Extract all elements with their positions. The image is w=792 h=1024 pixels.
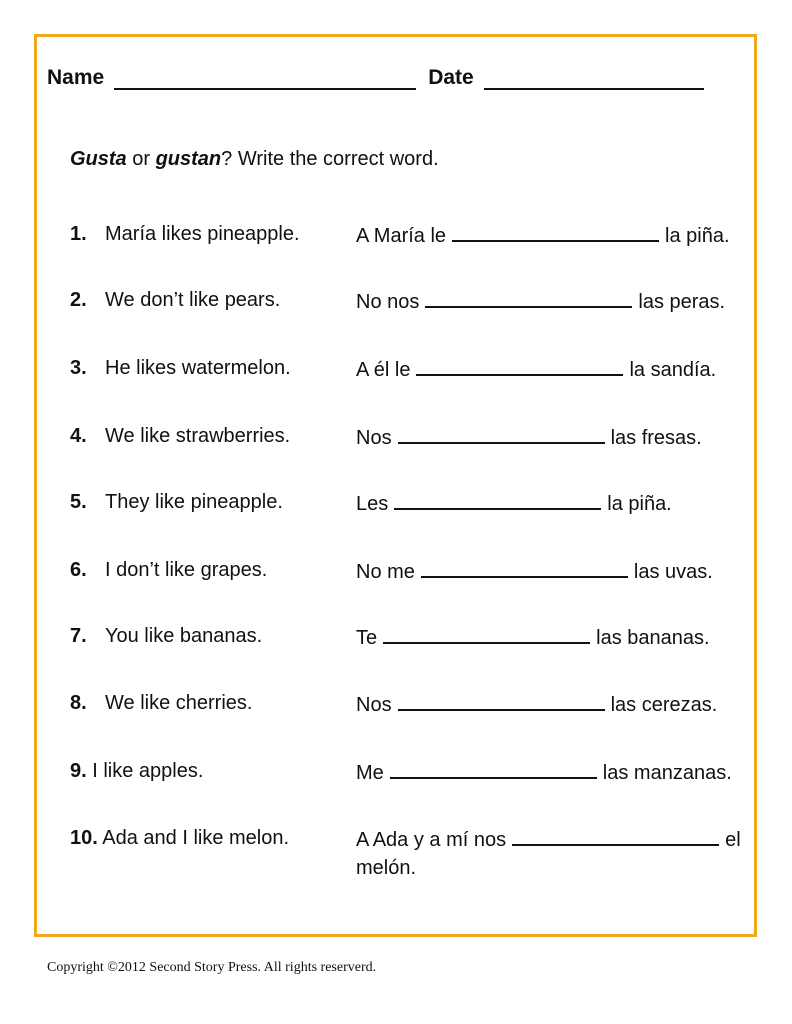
sentence-end: la piña. xyxy=(665,225,730,247)
item-number: 10. xyxy=(70,827,98,849)
exercise-item-2 xyxy=(70,286,750,314)
name-label: Name xyxy=(47,66,105,89)
item-number: 7. xyxy=(70,625,87,647)
exercise-item-9 xyxy=(70,757,750,785)
english-sentence: Ada and I like melon. xyxy=(102,827,290,849)
exercise-item-5 xyxy=(70,488,750,516)
spanish-sentence xyxy=(356,622,710,652)
instruction-word-gustan: gustan xyxy=(155,148,222,170)
sentence-end: la sandía. xyxy=(629,359,717,381)
spanish-sentence xyxy=(356,824,746,882)
sentence-start: A él le xyxy=(356,359,411,381)
exercise-item-6 xyxy=(70,556,750,584)
exercise-item-4 xyxy=(70,422,750,450)
english-sentence: We like strawberries. xyxy=(105,425,291,447)
spanish-sentence xyxy=(356,220,730,250)
sentence-end: las manzanas. xyxy=(602,762,732,784)
item-number: 8. xyxy=(70,692,87,714)
answer-blank[interactable] xyxy=(390,757,597,779)
english-sentence: We like cherries. xyxy=(105,692,253,714)
sentence-end: las bananas. xyxy=(596,627,710,649)
date-blank[interactable] xyxy=(484,68,704,90)
sentence-end: las cerezas. xyxy=(610,694,718,716)
sentence-start: No nos xyxy=(356,291,420,313)
item-number: 5. xyxy=(70,491,87,513)
english-sentence: We don’t like pears. xyxy=(105,289,281,311)
english-sentence: You like bananas. xyxy=(105,625,263,647)
answer-blank[interactable] xyxy=(383,622,590,644)
sentence-end: las fresas. xyxy=(610,427,702,449)
sentence-start: Te xyxy=(356,627,378,649)
answer-blank[interactable] xyxy=(452,220,659,242)
item-number: 2. xyxy=(70,289,87,311)
copyright-notice: Copyright ©2012 Second Story Press. All rights reserverd. xyxy=(47,960,377,975)
answer-blank[interactable] xyxy=(421,556,628,578)
answer-blank[interactable] xyxy=(394,488,601,510)
spanish-sentence xyxy=(356,556,713,586)
name-date-row xyxy=(47,66,704,90)
name-blank[interactable] xyxy=(114,68,416,90)
exercise-item-7 xyxy=(70,622,750,650)
sentence-start: Me xyxy=(356,762,384,784)
sentence-start: Nos xyxy=(356,694,392,716)
spanish-sentence xyxy=(356,286,725,316)
english-sentence: He likes watermelon. xyxy=(105,357,291,379)
sentence-end: el melón. xyxy=(356,829,741,879)
exercise-item-3 xyxy=(70,354,750,382)
answer-blank[interactable] xyxy=(416,354,623,376)
item-number: 9. xyxy=(70,760,87,782)
sentence-start: No me xyxy=(356,561,415,583)
sentence-start: Les xyxy=(356,493,389,515)
spanish-sentence xyxy=(356,422,702,452)
exercise-item-8 xyxy=(70,689,750,717)
instruction-or: or xyxy=(126,148,156,170)
sentence-end: las peras. xyxy=(638,291,726,313)
exercise-item-10 xyxy=(70,824,750,879)
english-sentence: I like apples. xyxy=(92,760,204,782)
english-sentence: They like pineapple. xyxy=(105,491,283,513)
item-number: 4. xyxy=(70,425,87,447)
sentence-start: A María le xyxy=(356,225,447,247)
sentence-start: Nos xyxy=(356,427,392,449)
english-sentence: I don’t like grapes. xyxy=(105,559,268,581)
answer-blank[interactable] xyxy=(425,286,632,308)
sentence-end: la piña. xyxy=(607,493,672,515)
english-sentence: María likes pineapple. xyxy=(105,223,300,245)
spanish-sentence xyxy=(356,354,716,384)
answer-blank[interactable] xyxy=(512,824,719,846)
sentence-end: las uvas. xyxy=(633,561,713,583)
sentence-start: A Ada y a mí nos xyxy=(356,829,507,851)
exercise-item-1 xyxy=(70,220,750,248)
answer-blank[interactable] xyxy=(398,689,605,711)
item-number: 1. xyxy=(70,223,87,245)
instructions xyxy=(70,148,439,171)
item-number: 6. xyxy=(70,559,87,581)
spanish-sentence xyxy=(356,689,717,719)
answer-blank[interactable] xyxy=(398,422,605,444)
instruction-text: ? Write the correct word. xyxy=(221,148,439,170)
spanish-sentence xyxy=(356,488,672,518)
item-number: 3. xyxy=(70,357,87,379)
instruction-word-gusta: Gusta xyxy=(70,148,127,170)
spanish-sentence xyxy=(356,757,746,787)
date-label: Date xyxy=(428,66,474,89)
